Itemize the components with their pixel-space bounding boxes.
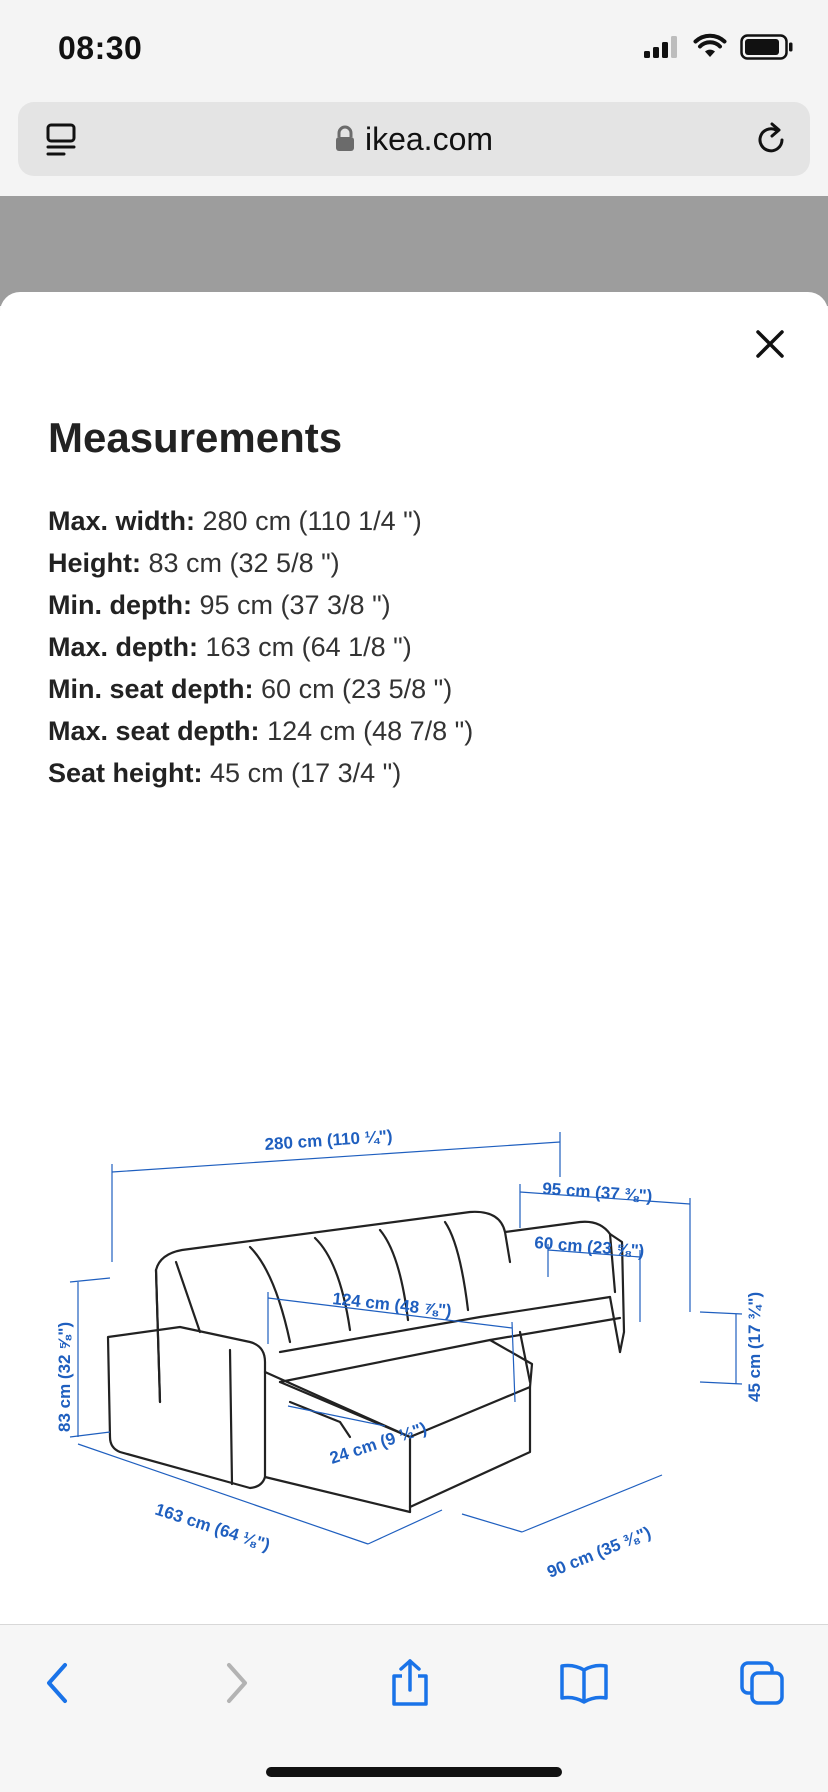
- measurements-sheet: [0, 292, 828, 1624]
- measure-label: Max. depth:: [48, 632, 199, 662]
- address-bar[interactable]: [18, 102, 810, 176]
- share-button[interactable]: [380, 1653, 440, 1713]
- measure-value: 163 cm (64 1/8 "): [205, 632, 412, 662]
- tabs-icon: [739, 1660, 785, 1706]
- dimension-labels: [55, 1127, 764, 1582]
- dim-label-max-depth: 163 cm (64 ⅛"): [152, 1499, 273, 1555]
- close-button[interactable]: [748, 322, 792, 366]
- url-display[interactable]: [18, 102, 810, 176]
- share-icon: [388, 1658, 432, 1708]
- dim-label-max-seat-depth: 124 cm (48 ⅞"): [331, 1289, 453, 1321]
- measure-row-max-depth: [48, 626, 473, 668]
- measure-label: Min. seat depth:: [48, 674, 254, 704]
- close-icon: [755, 329, 785, 359]
- lock-icon: [335, 126, 355, 152]
- sofa-dimension-diagram: [50, 932, 780, 1582]
- back-chevron-icon: [43, 1661, 73, 1705]
- back-button[interactable]: [28, 1653, 88, 1713]
- measure-row-max-width: [48, 500, 473, 542]
- dim-label-width: 280 cm (110 ¼"): [264, 1126, 394, 1154]
- dim-label-min-depth: 95 cm (37 ⅜"): [541, 1179, 653, 1206]
- status-time: 08:30: [58, 30, 143, 66]
- dimmed-backdrop[interactable]: [0, 196, 828, 306]
- dim-label-chaise: 90 cm (35 ⅜"): [544, 1522, 654, 1582]
- measure-row-min-depth: [48, 584, 473, 626]
- measure-value: 95 cm (37 3/8 "): [199, 590, 391, 620]
- wifi-icon: [694, 35, 726, 59]
- sheet-title: Measurements: [48, 414, 343, 461]
- forward-chevron-icon: [221, 1661, 251, 1705]
- measure-value: 45 cm (17 3/4 "): [210, 758, 402, 788]
- dim-label-seat-height: 45 cm (17 ¾"): [745, 1291, 764, 1402]
- measure-label: Max. width:: [48, 506, 195, 536]
- measure-row-max-seat-depth: [48, 710, 473, 752]
- measure-label: Max. seat depth:: [48, 716, 260, 746]
- measure-label: Min. depth:: [48, 590, 192, 620]
- measure-row-height: [48, 542, 473, 584]
- measure-label: Height:: [48, 548, 141, 578]
- status-bar: [0, 0, 828, 100]
- forward-button[interactable]: [206, 1653, 266, 1713]
- reload-icon[interactable]: [752, 120, 790, 163]
- browser-toolbar: [0, 1624, 828, 1792]
- measure-value: 83 cm (32 5/8 "): [148, 548, 340, 578]
- status-icons: [644, 34, 794, 60]
- measurements-list: [48, 500, 473, 794]
- measure-row-min-seat-depth: [48, 668, 473, 710]
- signal-icon: [644, 36, 680, 58]
- measure-value: 60 cm (23 5/8 "): [261, 674, 453, 704]
- sofa-drawing: [108, 1212, 624, 1512]
- measure-label: Seat height:: [48, 758, 203, 788]
- home-indicator[interactable]: [266, 1767, 562, 1777]
- tabs-button[interactable]: [732, 1653, 792, 1713]
- dim-label-min-seat-depth: 60 cm (23 ⅝"): [533, 1233, 645, 1261]
- bookmarks-button[interactable]: [554, 1653, 614, 1713]
- book-icon: [559, 1662, 609, 1704]
- battery-icon: [740, 34, 794, 60]
- dim-label-height: 83 cm (32 ⅝"): [55, 1321, 74, 1432]
- measure-row-seat-height: [48, 752, 473, 794]
- url-domain: ikea.com: [364, 120, 494, 157]
- measure-value: 124 cm (48 7/8 "): [267, 716, 474, 746]
- measure-value: 280 cm (110 1/4 "): [202, 506, 422, 536]
- dim-label-arm: 24 cm (9 ½"): [327, 1418, 429, 1468]
